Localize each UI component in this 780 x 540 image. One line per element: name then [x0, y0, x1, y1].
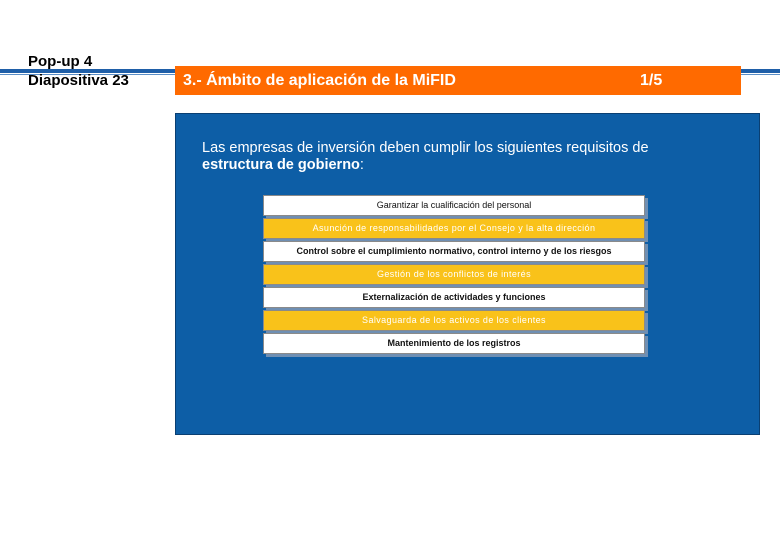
- title-bar: [175, 66, 741, 95]
- popup-number: Pop-up 4: [28, 53, 93, 70]
- slide-number: Diapositiva 23: [28, 72, 129, 89]
- intro-end: :: [359, 157, 364, 173]
- requirement-item: Asunción de responsabilidades por el Consejo y la alta dirección: [263, 218, 645, 239]
- intro-text: [202, 140, 722, 174]
- requirement-item: Externalización de actividades y funciones: [263, 287, 645, 308]
- requirement-item: Control sobre el cumplimiento normativo, control interno y de los riesgos: [263, 241, 645, 262]
- intro-normal: Las empresas de inversión deben cumplir los siguientes requisitos de: [202, 140, 649, 156]
- requirement-item: Gestión de los conflictos de interés: [263, 264, 645, 285]
- requirement-item: Mantenimiento de los registros: [263, 333, 645, 354]
- page-indicator: 1/5: [640, 72, 663, 89]
- requirement-item: Garantizar la cualificación del personal: [263, 195, 645, 216]
- slide-title: 3.- Ámbito de aplicación de la MiFID: [183, 72, 456, 89]
- requirements-stack: [263, 195, 645, 356]
- requirement-item: Salvaguarda de los activos de los clientes: [263, 310, 645, 331]
- content-panel: [175, 113, 760, 435]
- popup-label: [28, 52, 129, 90]
- intro-bold: estructura de gobierno: [202, 157, 360, 173]
